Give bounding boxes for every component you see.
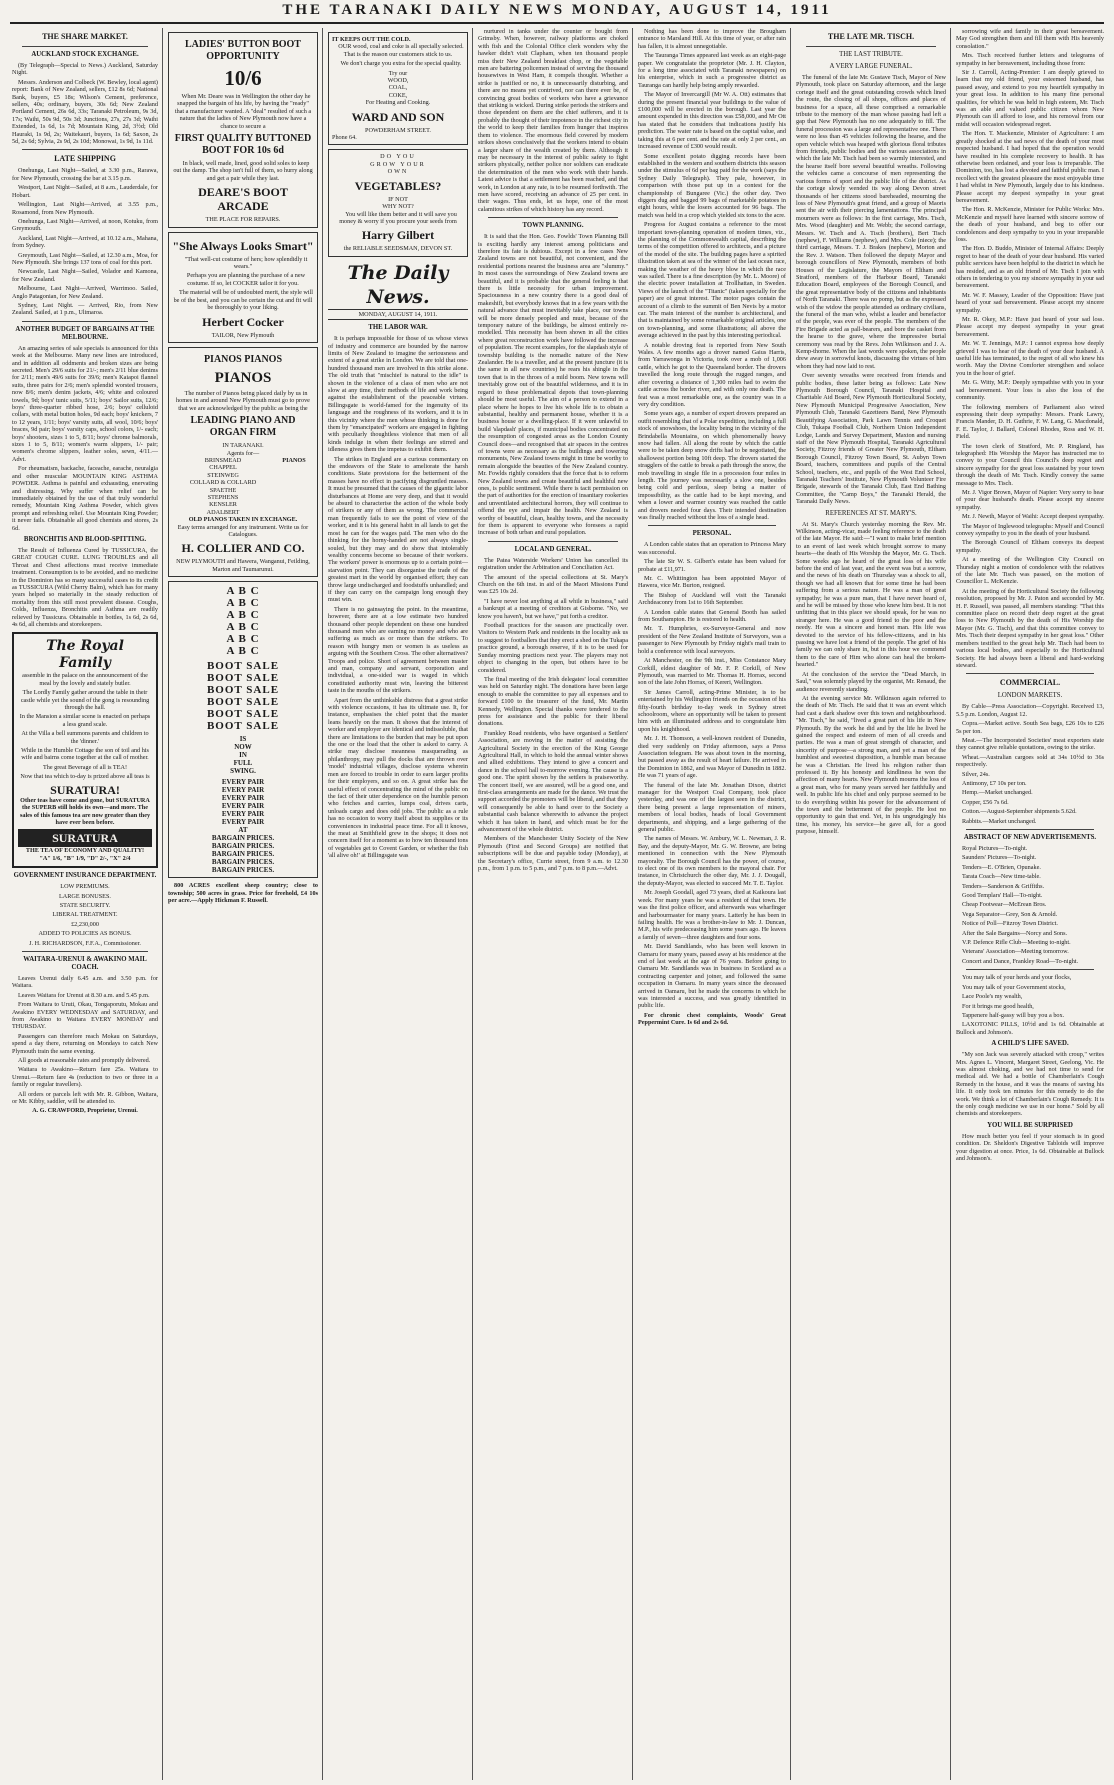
- budget-paragraphs: [12, 345, 158, 532]
- paragraph: LAXOTONIC PILLS, 10½d and 1s 6d. Obtainable at Bullock and Johnson's.: [956, 1021, 1104, 1036]
- text-line: KENSLER: [209, 501, 237, 509]
- collier-title: H. COLLIER AND CO.: [181, 541, 305, 556]
- paragraph: £2,230,000: [71, 920, 99, 928]
- phone: Phone 64.: [332, 134, 357, 142]
- local-paragraphs: [478, 557, 628, 873]
- text-line: WOOD,: [387, 77, 409, 85]
- column-4: [478, 28, 628, 1780]
- paragraph: Now that tea which to-day is prized above all teas is: [20, 773, 150, 781]
- every-pair-rows: [172, 778, 314, 826]
- column-rule: [162, 28, 163, 1780]
- text-line: EVERY PAIR: [221, 810, 265, 819]
- bronchitis-heading: BRONCHITIS AND BLOOD-SPITTING.: [23, 535, 147, 543]
- pianos-top: PIANOS PIANOS: [203, 353, 283, 365]
- paragraph: Mrs. Tisch received further letters and telegrams of sympathy in her bereavement, including those from:: [956, 52, 1104, 67]
- acres-ad: 800 ACRES excellent sheep country; close to township; 500 acres in grass. Price for freehold, £4 10s per acre.—Apply Hickman F. Russell.: [168, 882, 318, 905]
- surprised-heading: YOU WILL BE SURPRISED: [987, 1121, 1073, 1129]
- london-paragraphs: [956, 703, 1104, 825]
- wood-lines: [332, 77, 464, 99]
- text-line: A B C: [226, 621, 260, 634]
- text-line: COLLARD & COLLARD: [189, 479, 257, 487]
- paragraph: The Hon. T. Mackenzie, Minister of Agriculture: I am greatly shocked at the sad news of the death of your most respected husband. I had hoped that the operation would have resulted in his complete recovery to health. It has otherwise been ordained, and your loss is irreparable. The Dominion, too, has lost a devoted and faithful public man. I recollect with the greatest pleasure the most enjoyable time I had whilst in New Plymouth, largely due to his kindness. Please accept my deepest sympathy in your great bereavement.: [956, 130, 1104, 204]
- coal-paragraph: OUR wood, coal and coke is all specially selected. That is the reason our customers stick to us.: [338, 43, 464, 58]
- exchange-heading: AUCKLAND STOCK EXCHANGE.: [31, 51, 139, 58]
- paragraph: At the meeting of the Horticultural Society the following resolution, proposed by Mr. J. Paton and seconded by Mr. H. F. Russell, was passed, all members standing: "That this committee place on record their deep regret at the great loss to New Plymouth by the death of His Worship the Mayor (Mr. G. Tisch), and that this committee convey to Mrs. Tisch their deepest sympathy in her great loss." Other members testified to the great help Mr. Tisch had been to various local bodies, and especially to the Horticultural Society. He had always been a liberal and hard-working steward.: [956, 587, 1104, 669]
- paragraph: sorrowing wife and family in their great bereavement. May God strengthen them and fill them with His heavenly consolation.": [956, 28, 1104, 50]
- boot-sale-rows: [172, 660, 314, 732]
- paragraph: The Bishop of Auckland will visit the Taranaki Archdeaconry from 1st to 16th September.: [638, 591, 786, 607]
- paragraph: Westport, Last Night—Sailed, at 8 a.m., Lauderdale, for Hobart.: [12, 184, 158, 199]
- column-7: [956, 28, 1104, 1780]
- paragraph: The Patea Waterside Workers' Union has cancelled its registration under the Arbitration and Conciliation Act.: [478, 556, 628, 572]
- text-line: EVERY PAIR: [221, 818, 265, 827]
- text-line: EVERY PAIR: [221, 778, 265, 787]
- cocker-ad: [168, 232, 318, 343]
- paragraph: Tenders—Sanderson & Griffiths.: [962, 882, 1045, 890]
- paragraph: Rabbits.—Market unchanged.: [962, 817, 1037, 825]
- text-line: OWN: [387, 168, 409, 176]
- paragraph: "That well-cut costume of hers; how splendidly it wears.": [184, 255, 308, 271]
- paragraph: A notable droving feat is reported from New South Wales. A few months ago a drover named Gaius Harris, from Yarrawonga in Victoria, took over a mob of 1,006 cattle, which he got to the Queensland border. The drovers travelled the long route through the rugged ranges, and after covering a distance of 1,300 miles had to swim the cattle across the border river, and with only one death. The feat was a most remarkable one, as the country was in a very dry condition.: [638, 341, 786, 408]
- paragraph: The Hon. D. Buddo, Minister of Internal Affairs: Deeply regret to hear of the death of your dear husband. His varied public services have been helpful to the district in which he has resided, and as an old friend of Mr. Tisch I join with others in tendering to you my sincere sympathy in your sad bereavement.: [956, 245, 1104, 290]
- veg-lines-2: [332, 196, 464, 211]
- paragraph: Nothing has been done to improve the Brougham entrance to Marsland Hill. At this time of year, or after rain has fallen, it is almost unnegotiable.: [638, 28, 786, 50]
- local-general-heading: LOCAL AND GENERAL.: [514, 545, 592, 553]
- text-line: BOOT SALE: [206, 708, 280, 721]
- cocker-sub: TAILOR, New Plymouth: [211, 331, 275, 339]
- column-rule: [632, 28, 633, 1780]
- tisch-continued: [956, 28, 1104, 669]
- ladies-boot-ad: [168, 32, 318, 228]
- paragraph: Perhaps you are planning the purchase of a new costume. If so, let COCKER tailor it for you.: [186, 272, 306, 287]
- paragraph: You may talk of your herds and your flocks,: [962, 974, 1072, 982]
- personal-paragraphs: [638, 541, 786, 1009]
- text-line: BARGAIN PRICES.: [211, 842, 275, 851]
- at: AT: [238, 826, 248, 835]
- references-heading: REFERENCES AT ST. MARY'S.: [825, 509, 917, 517]
- text-line: BOOT SALE: [206, 684, 280, 697]
- paragraph: Silver, 24s.: [962, 770, 990, 778]
- heating: For Heating and Cooking.: [365, 99, 431, 107]
- text-line: NOW: [234, 743, 252, 752]
- paragraph: Mr. T. Humphries, ex-Surveyor-General and now president of the New Zealand Institute of Surveyors, was a passenger to New Plymouth by Friday night's mail train to hold a conference with local surveyors.: [638, 625, 786, 655]
- text-line: BOOT SALE: [206, 660, 280, 673]
- royal-paragraphs: [18, 672, 152, 780]
- text-line: A B C: [226, 609, 260, 622]
- column-rule: [472, 28, 473, 1780]
- paragraph: Mr. David Sandilands, who has been well known in Oamaru for many years, passed away at his residence at the end of last week at the age of 76 years. Before going to Oamaru Mr. Sandilands was in business in Scotland as a contracting carpenter and joiner, and followed the same occupation in Oamaru. In many years since the deceased arrived in Oamaru, but he made the concerns in which he was interested a success, and was greatly identified in public life.: [638, 943, 786, 1010]
- commercial-heading: COMMERCIAL.: [999, 678, 1061, 688]
- paragraph: Good Templars' Hall—To-night.: [962, 892, 1043, 900]
- paragraph: Mr. C. Whittington has been appointed Mayor of Hawera, vice Mr. Burton, resigned.: [638, 575, 786, 590]
- paragraph: It is perhaps impossible for those of us whose views of industry and commerce are bounded by the narrow limits of New Zealand to imagine the seriousness and extent of a great strike in London. We are told that one-hundred thousand men are involved in this strike alone. The old truth that "mischief is natural to the idle" is shown in the violence of a class of men who are not slow at any time, their methods of life and work being against the establishment of the peaceable virtues. Billingsgate is world-famed for the ingenuity of its language and the roughness of its workers, and it is in this vicinity where the men whose thinking is done for them by "emancipated" workers are engaged in fighting with peculiarly thoughtless violence that men of all kinds indulge in when their feelings are stirred and idleness gives them the impetus to exhibit them.: [328, 335, 468, 454]
- abstract-lines: [956, 845, 1104, 965]
- text-line: CHAPPEL: [209, 464, 237, 472]
- text-line: EVERY PAIR: [221, 794, 265, 803]
- text-line: IF NOT: [388, 195, 408, 203]
- ladies-price: 10/6: [224, 66, 262, 90]
- royal-title: The Royal Family: [46, 638, 124, 672]
- text-line: WHY NOT?: [382, 203, 414, 211]
- text-line: BOOT SALE: [206, 720, 280, 733]
- first-quality: FIRST QUALITY BUTTONED BOOT FOR 10s 6d: [174, 133, 312, 157]
- paragraph: Sir James Carroll, acting-Prime Minister, is to be entertained by his Wellington friends on the occasion of his fifty-fourth birthday to-day week in Sydney street schoolroom, where an opportunity will be taken to present him with an illuminated address and to congratulate him upon his knighthood.: [638, 688, 786, 733]
- paragraph: LOW PREMIUMS.: [60, 883, 110, 891]
- text-line: STEPHENS: [207, 493, 239, 501]
- text-line: A B C: [226, 645, 260, 658]
- insurance-lines: [12, 883, 158, 947]
- text-line: BARGAIN PRICES.: [211, 866, 275, 875]
- paragraph: Mr. J. H. Thomson, a well-known resident of Dunedin, died very suddenly on Friday afternoon, says a Press Association telegram. He was about town in the morning, but passed away as the result of heart failure. He arrived in the Dominion in 1862, and was Mayor of Dunedin in 1882. He was 71 years of age.: [638, 735, 786, 780]
- ladies-title: LADIES' BUTTON BOOT OPPORTUNITY: [185, 39, 301, 62]
- paragraph: Concert and Dance, Frankley Road—To-night.: [962, 957, 1079, 965]
- paragraph: Mr. G. Witty, M.P.: Deeply sympathise with you in your sad bereavement. Your loss is also the loss of the community.: [956, 379, 1104, 402]
- gilbert-sub: the RELIABLE SEEDSMAN, DEVON ST.: [343, 245, 453, 253]
- paragraph: Copra.—Market active. South Sea bags, £26 10s to £26 5s per ton.: [956, 720, 1104, 735]
- ward-title: WARD AND SON: [351, 109, 445, 124]
- text-line: GROW YOUR: [370, 160, 426, 168]
- abstract-heading: ABSTRACT OF NEW ADVERTISEMENTS.: [963, 834, 1097, 841]
- paragraph: It is said that the Hon. Geo. Fowlds' Town Planning Bill is exciting hardly any interest among politicians and therefore its fate is dubious. Except in a few cases New Zealand towns are not beautiful, not convenient, and the residential portions nearest the business area are "slummy." In most cases the surroundings of New Zealand towns are beautiful, and it is probable that the general feeling is that there is little necessity for urban improvement. Spaciousness in a new country there is a good deal of makeshift, but everybody knows that in a few years with the natural advance that must inevitably take place, our towns will be more densely peopled and must, because of the temporary nature of the buildings, be almost entirely re-modelled. This necessity has been shown in all the cities where great reconstruction work have followed the increase of population. The recent examples, for the slapdash style of township building is the nomadic nature of the New Zealander. He is a traveller, and at the present juncture (it is the same in all new countries) he rears his shingle in the town that is in the throes of a mild boom. New towns will inevitably grow out of the beautiful wilderness, and it is in regard to these problematical depots that town-planning should be most useful. The aim of a person to extend in a place where he hopes to live his whole life is to obtain a substantial, healthy and permanent house, whether it is a business house or a dwelling-place. If it were unlawful to build 'slapdash' places, if municipal bodies concentrated on the resumption of congested areas as the London County Council does—and recognised that air spaces in the centres of towns were as necessary as the buildings and towering monuments, New Zealand towns might in time be worthy to remain alongside the beauties of the New Zealand country. Mr. Fowlds rightly considers that the force that is to reform New Zealand towns and create beautiful and healthful new ones, is public sentiment. While there is tacit permission on the part of authorities for the erection of insanitary rookeries and unventilated architectural horrors, they will continue to offend the eye and impair the health. New Zealand is worthy of beautiful, clean, healthy towns, and the necessity for them is apparent to everyone who foresees a rapid increase of both urban and rural population.: [478, 233, 628, 537]
- try-our: Try our: [388, 69, 408, 77]
- paragraph: There is no gainsaying the point. In the meantime, however, there are at a low estimate two hundred thousand other people dependent on these one hundred thousand men who are earning no money and who are suffering as much as or more than the strikers. To reason with hungry men or women is as useless as arguing with the Southern Cross. The other alternatives? Troops and police. Short of agreement between master and man, company and servant, corporation and individual, a one-sided war is waged in which constituted authority must win, leaving the bitterest taste in the mouths of the strikers.: [328, 605, 468, 695]
- mail-coach-heading: WAITARA-URENUI & AWAKINO MAIL COACH.: [23, 955, 147, 971]
- tisch-heading: THE LATE MR. TISCH.: [827, 32, 915, 41]
- paragraph: LARGE BONUSES.: [59, 892, 111, 900]
- paragraph: Tappenere half-gassy will buy you a box.: [962, 1011, 1065, 1019]
- deare-title: DEARE'S BOOT ARCADE: [198, 185, 288, 214]
- column-5: [638, 28, 786, 1780]
- ward-ad: [328, 32, 468, 145]
- paragraph: Apart from the unthinkable distress that a great strike with violence occasions, it has its ultimate use. It, for instance, emphasises the chief point that the master leans heavily on the man. It shows that the interest of worker and employer are identical and indissoluble, that there are limitations to the burden that may be put upon the one or the load that the other is asked to carry. A strike may disclose meanness masquerading as philanthropy, may pull the docks that are thrown over 'model' industrial villages, disclose systems wherein men are forced to trouble in order to earn larger profits for their employers, and so on. A great strike has the useful effect of concentrating the mind of the public on the fact of their utter dependence on the humble person who fetches and carries, lumps coal, drives carts, unloads cargo and does odd jobs. The public as a rule has no occasion to worry itself about its supplies or its conveniences in industrial peace time. For all it knows, the meat at Smithfield grew in the shops; it does not concern itself for a moment as to how ten thousand tons of vegetables get to Covent Garden, or whether the fish 'all alive oh!' at Billingsgate was: [328, 696, 468, 860]
- paragraph: V.P. Defence Rifle Club—Meeting to-night.: [962, 939, 1071, 947]
- shipping-paragraphs: [12, 167, 158, 316]
- text-line: IS: [239, 735, 247, 744]
- share-market-heading: THE SHARE MARKET.: [42, 32, 128, 41]
- labor-paragraphs: [328, 335, 468, 859]
- paragraph: For rheumatism, backache, faceache, earache, neuralgia and other muscular MOUNTAIN KING ASTHMA POWDER. Asthma is painful and exhausting, enervating and distressing. Why suffer when relief can be immediately obtained by the use of that truly wonderful remedy, Mountain King Asthma Powder, which gives prompt and refreshing relief. Use Mountain King Powder; it never fails. Obtainable all good chemists and stores, 2s 6d.: [12, 465, 158, 532]
- boot-sale-ad: [168, 581, 318, 878]
- paragraph: The Hon. R. McKenzie, Minister for Public Works: Mrs. McKenzie and myself have learned with sincere sorrow of the death of your husband, and beg to offer our condolences and deep sympathy to you in your irreparable loss.: [956, 206, 1104, 243]
- share-paragraphs: [12, 62, 158, 145]
- child-life-heading: A CHILD'S LIFE SAVED.: [991, 1040, 1069, 1048]
- paragraph: Some excellent potato digging records have been established in the western and southern districts this season under the stimulus of 6d per bag paid for the work (says the Sydney Daily Telegraph). They pale, however, in comparison with those put up in a contest for the championship of Bungaree (Vic.) the other day. Two diggers dug and bagged 99 bags of marketable potatoes in eight hours, while the losers accounted for 96 bags. The match was held in a crop which yielded six tons to the acre.: [638, 152, 786, 219]
- paragraph: Vega Separator—Grey, Son & Arnold.: [962, 910, 1058, 918]
- suratura-grades: "A" 1/6, "B" 1/9, "D" 2/-, "X" 2/4: [39, 854, 131, 862]
- paragraph: All orders or parcels left with Mr. R. Gibbon, Waitara, or Mr. Kibby, saddler, will be attended to.: [12, 1090, 158, 1106]
- paragraph: Onehunga, Last Night—Sailed, at 3.30 p.m., Rarawa, for New Plymouth, crossing the bar at 3.15 p.m.: [12, 167, 158, 182]
- paragraph: nurtured in tanks under the counter or bought from Grimsby. When, however, railway platforms are choked with fish and the Colonial Office clerk wonders why the hawker didn't visit Clapham, when ten thousand people miss their New Zealand breakfast chop, or the vegetable men are battering policemen instead of serving the thousand housewives in West Ham, it compels thought. Whether a strike is justified or no, it is unnecessarily disturbing, and there are no means yet contrived, nor can there ever be, of convincing great bodies of workers who have a grievance that striking is wicked. During strike periods the strikers and those dependent on them are the chief sufferers, and it is probably the thought of their impotence in the richest city in the world to keep their families from hunger that inspires them to violence. The enormous field covered by modern strikes shows conclusively that the workers intend to obtain a larger share of the wealth created by them. Although it may be necessary in the interest of public safety to fight strikers physically, neither police nor soldiers can eradicate the determination of the men who work with their hands. Latest advice is that a settlement has been reached, and that work, in London at any rate, is to be resumed forthwith. The men have scored, receiving an advance of 25 per cent. in their wages. Thus ends, let us hope, one of the most calamitous strikes of which history has any record.: [478, 28, 628, 213]
- paragraph: The amount of the special collections at St. Mary's Church on the 6th inst. in aid of the Maori Missions Fund was £25 10s 2d.: [478, 573, 628, 596]
- bronchitis-paragraph: The Result of Influenza Cured by TUSSICURA, the GREAT COUGH CURE. LUNG TROUBLES and all Throat and Chest affections must receive immediate treatment. Consumption is to be avoided, and no medicine in the Dominion has so many successful cases to its credit as TUSSICURA (Wild Cherry Balm), which has for many years helped so materially in the steady reduction of mortality from this still most prevalent disease. Coughs, Colds, Influenza, Bronchitis and Asthma are readily relieved by Tussicura. Obtainable in bottles, 1s 6d, 2s 6d, 4s 6d, all chemists and storekeepers.: [12, 546, 158, 628]
- paragraph: Over seventy wreaths were received from friends and public bodies, these latter being as follows: Late New Plymouth Borough Council, Taranaki Hospital and Charitable Aid Board, New Plymouth Horticultural Society, New Plymouth Municipal Progressive Association, New Plymouth Club, Taranaki Gazetteers Band, New Plymouth Beautifying Association, Park Lawn Tennis and Croquet Club, Tukapa Football Club, Northern Union Independent Lodge, Lands and Survey Department, Maxton and nursing staff of the New Plymouth Hospital, Taranaki Agricultural Society, Fitzroy friends of Greater New Plymouth, Eltham Borough Council, Fitzroy Town Board, St. Aubyn Town Board, teachers, committees and pupils of the Central School, teachers, etc., and pupils of the West End School, Taranaki Teachers' Institute, New Plymouth Volunteer Fire Brigade, stewards of the Taranaki Club, East End Bathing Committee, the "Camp Boys," the Taranaki Herald, the Taranaki Daily News.: [796, 372, 946, 506]
- paragraph: (By Telegraph—Special to News.) Auckland, Saturday Night.: [12, 62, 158, 77]
- surprised-paragraph: How much better you feel if your stomach is in good condition. Dr. Sheldon's Digestive Tabloids will improve your digestion at once. Price, 1s 6d. Obtainable at Bullock and Johnson's.: [956, 1132, 1104, 1162]
- references-paragraphs: [796, 521, 946, 836]
- paragraph: Newcastle, Last Night—Sailed, Volador and Kamona, for New Zealand.: [12, 268, 158, 283]
- paragraph: Frankley Road residents, who have organised a Settlers' Association, are moving in the matter of assisting the Agricultural Society in the erection of the King George Agricultural Hall, in which to hold the annual winter shows and allied exhibitions. They intend to give a concert and dance in the school hall to-morrow evening. The cause is a good one. The spirit shown by the settlers is praiseworthy. The concert itself, we are assured, will be a good one, and first-class arrangements are made for the dance. We trust the support accorded the promoters will be liberal, and that they will consequently be able to hand over to the Society a substantial cash balance wherewith to advance the project which it has taken in hand, and which must be for the advancement of the whole district.: [478, 729, 628, 834]
- paragraph: assemble in the palace on the announcement of the meal by the lovely and stately butler.: [22, 672, 148, 687]
- budget-heading: ANOTHER BUDGET OF BARGAINS AT THE MELBOURNE.: [15, 325, 155, 341]
- deare-sub: THE PLACE FOR REPAIRS.: [205, 216, 281, 224]
- paragraph: By Cable—Press Association—Copyright. Received 13, 5.5 p.m. London, August 12.: [956, 703, 1104, 718]
- paragraph: A London cable states that an operation to Princess Mary was successful.: [638, 541, 786, 556]
- paragraph: Mr. W. F. Massey, Leader of the Opposition: Have just heard of your sad bereavement. Please accept my sincere sympathy.: [956, 291, 1104, 314]
- text-line: BARGAIN PRICES.: [211, 858, 275, 867]
- text-line: COKE,: [388, 91, 408, 99]
- paragraph: Mr. R. Okey, M.P.: Have just heard of your sad loss. Please accept my deepest sympathy in your great bereavement.: [956, 316, 1104, 338]
- text-line: EVERY PAIR: [221, 786, 265, 795]
- london-heading: LONDON MARKETS.: [997, 692, 1063, 700]
- paragraph: Passengers can therefore reach Mokau on Saturdays, spend a day there, returning on Mondays to catch New Plymouth train the same evening.: [12, 1032, 158, 1055]
- text-line: IN: [239, 751, 247, 760]
- paragraph: The funeral of the late Mr. Jonathan Dixon, district manager for the Westport Coal Company, took place yesterday, and was one of the largest seen in the district, there being present a large representation of miners, members of local bodies, heads of local Government departments, and shipping, and a large gathering of the general public.: [638, 781, 786, 834]
- text-line: SPAETHE: [209, 486, 237, 494]
- paragraph: An amazing series of sale specials is announced for this week at the Melbourne. Many new lines are introduced, and in addition all oddments and broken sizes are being secreted. Men's 29/6 suits for 21/-; men's 2/11 blue denims for 2/11; men's 49/6 suits for 39/6; men's Kaiapoi flannel suits, three pairs for 2/6; men's splendid worsted trousers, now 8/6; men's denim jackets, 4/6; white and coloured towels, 9d; boys' tunic suits, 5/11; boys' Sailor suits, 12/6; boys' three-quarter ribbed hose, 2/6; boys' celluloid collars, with metal button holes, 9d each; boys' knickers, 7 to 12 years, 1/11; boys' varsity suits, all wool, 10/6; boys' braces, 9d pair; boys' varsity caps, school colors, 1/- each; boys' shooters, sizes 1 to 5, 8/11; boys' chrome balmorals, sizes 1 to 5, 8/11; women's warm slippers, 1/- pair; women's chrome slippers, leather soles, sewn, 4/11.—Advt.: [12, 344, 158, 463]
- labor-continued: [478, 28, 628, 213]
- date-line: MONDAY, AUGUST 14, 1911.: [328, 309, 468, 320]
- veg-paragraph: You will like them better and it will save you money & worry if you procure your seeds from: [339, 210, 457, 225]
- bargain-rows: [172, 834, 314, 874]
- text-line: BARGAIN PRICES.: [211, 850, 275, 859]
- paragraph: The strikes in England are a curious commentary on the endeavors of the State to ameliorate the harsh conditions. State provisions for the betterment of the masses have no effect in pacifying disgruntled masses. It must be presumed that the causes of the gigantic labor disturbances at Home are very deep, and that it would be absurd to characterise the action of the whole body of strikers or any of them as wrong. The commercial man frequently fails to see the point of view of the worker, and it is his general habit in all lands to get the most he can for the wages paid. The men who do the thinking for the horny-handed are not always single-souled, but they may and do show that intolerably wealthy concerns become so because of their workers. The workers' power is enormous up to a certain point—starvation point. They can disorganise the trade of the greatest mart in the world by organised effort; they can throw large undischarged and foodstuffs unhandled; and if they can carry on the campaign long enough they must win.: [328, 455, 468, 604]
- pianos-big: PIANOS: [214, 369, 272, 386]
- paragraph: In the Mansion a similar scene is enacted on perhaps a less grand scale.: [19, 713, 151, 728]
- text-line: COAL,: [388, 84, 408, 92]
- paragraph: Saunders' Pictures—To-night.: [962, 854, 1037, 862]
- text-line: BOOT SALE: [206, 672, 280, 685]
- paragraph: Veterans' Association—Meeting tomorrow.: [962, 948, 1069, 956]
- veg-big: VEGETABLES?: [354, 178, 442, 193]
- paragraph: After the Sale Bargains—Norcy and Sons.: [962, 929, 1068, 937]
- personal-heading: PERSONAL.: [692, 530, 732, 538]
- always-paragraphs: [172, 256, 314, 312]
- masthead: THE TARANAKI DAILY NEWS MONDAY, AUGUST 14, 1911: [10, 2, 1104, 24]
- column-6: [796, 28, 946, 1780]
- column-rule: [950, 28, 951, 1780]
- footer-ad: For chronic chest complaints, Woods' Great Peppermint Cure. Is 6d and 2s 6d.: [638, 1011, 786, 1027]
- paragraph: The town clerk of Stratford, Mr. P. Ringland, has telegraphed: His Worship the Mayor has instructed me to convey to your Council this Council's deep regret and sincere sympathy for the great loss sustained by your town through the death of Mr. Tisch. Kindly convey the same message to Mrs. Tisch.: [956, 442, 1104, 487]
- paragraph: Sir J. Carroll, Acting-Premier: I am deeply grieved to learn that my old friend, your esteemed husband, has passed away, and extend to you my heartfelt sympathy in your great loss. In addition to his many fine personal qualities, for which he was held in high esteem, Mr. Tisch was an able and valued public citizen whom New Plymouth can ill afford to lose, and his removal from our midst will occasion widespread regret.: [956, 69, 1104, 128]
- paragraph: LIBERAL TREATMENT.: [52, 911, 118, 919]
- text-line: EVERY PAIR: [221, 802, 265, 811]
- paragraph: For it brings me good health,: [962, 1002, 1034, 1010]
- paragraph: The late Sir W. S. Gilbert's estate has been valued for probate at £11,971.: [638, 558, 786, 573]
- is-now: [172, 735, 314, 775]
- paragraph: At St. Mary's Church yesterday morning the Rev. Mr. Wilkinson, acting-vicar, made feeling reference to the death of the late Mayor. He said:—"I want to make brief mention to an event of last week which brought sorrow to many hearts—the death of His Worship the Mayor, Mr. G. Tisch. Some weeks ago he heard of the great loss of his wife before the end of last year, and the event was but a sorrow, and the news of his death on Thursday was a shock to all, though we had all known that for some time he had been suffering from a serious nature. He was a man of great sympathy; he was a pure man, that I have never heard of, and he will be missed by those who knew him best. It is not unfitting that in this place we should speak, for he was no stranger here. He was a good friend to the poor and the needy. He was a sincere and honest man. His life was devoted to the service of his fellow-citizens, and in his passing we have lost a friend of the people. The grief of his family we can only share in, but in this hour we commend them to the care of Him who alone can heal the broken-hearted.": [796, 520, 946, 669]
- paragraph: Royal Pictures—To-night.: [962, 845, 1028, 852]
- veg-lines: [332, 153, 464, 175]
- tisch-paragraphs: [796, 74, 946, 506]
- paragraph: At the Villa a bell summons parents and children to the 'dinner.': [21, 730, 149, 745]
- suratura-logo: SURATURA: [18, 829, 152, 847]
- paragraph: Sydney, Last Night. — Arrived, Rio, from New Zealand. Sailed, at 1 p.m., Ulimaroa.: [12, 301, 158, 317]
- agents-pianos: PIANOS: [282, 456, 306, 464]
- paragraph: The Lordly Family gather around the table in their castle while yet the sound of the gong is resounding through the hall.: [20, 689, 150, 712]
- paragraph: Meat.—The Incorporated Societies' meat exporters state they cannot give reliable quotations, owing to the strike.: [956, 736, 1104, 752]
- paragraph: Some years ago, a number of expert drovers prepared an outfit resembling that of a Polar expedition, including a full stock of snowshoes, the locality being in the vicinity of the Brindabella Mountains, on which phenomenally heavy snow had fallen. All along the route by which the cattle were to be taken deep snow drifts had to be negotiated, the shallowest portion being 10ft deep. The drovers started the stragglers of the cattle to break a path through the snow, the mob travelling in single file in a procession four miles in length. The journey was necessarily a slow one, besides being cold and perilous, sleep being a matter of impossibility, as the cattle had to be kept moving, and when a lower and warmer country was reached the cattle and drovers needed four days. Their intended destination was finally reached without the loss of a single head.: [638, 410, 786, 521]
- paragraph: Mr. J. Vigor Brown, Mayor of Napier: Very sorry to hear of your dear husband's death. Please accept my sincere sympathy.: [956, 488, 1104, 511]
- column-3: [328, 28, 468, 1780]
- text-line: A B C: [226, 597, 260, 610]
- paragraph: The final meeting of the Irish delegates' local committee was held on Saturday night. The donations have been large enough to enable the committee to pay all expenses and to forward £100 to the treasurer of the fund, Mr. Martin Kennedy, Wellington. Special thanks were tendered to the press for assistance and the public for their liberal donations.: [478, 675, 628, 728]
- paragraph: The Borough Council of Eltham conveys its deepest sympathy.: [956, 539, 1104, 554]
- text-line: BARGAIN PRICES.: [211, 834, 275, 843]
- ladies-paragraph: When Mr. Deare was in Wellington the other day he snapped the bargain of his life, by having the "ready" that a manufacturer wanted. A "deal" resulted of such a nature that the ladies of New Plymouth now have a chance to secure a: [174, 93, 312, 130]
- paragraph: A London cable states that General Booth has sailed from Southampton. He is restored to health.: [638, 608, 786, 624]
- paragraph: From Waitara to Uruti, Okau, Tongaporutu, Mokau and Awakino EVERY WEDNESDAY and SATURDAY, and from Awakino to Waitara EVERY MONDAY and THURSDAY.: [12, 1001, 158, 1031]
- paragraph: Progress for August contains a reference to the most important town-planning operation of modern times, viz., the planning of the Commonwealth capital, describing the terms of the competition offered to architects, and a picture of the model of the site. The building pages have a spirited illustration taken at sea of the winner of the last ocean race, making the weather of the heavy blow in which the race was sailed. There is a fine description (by Mr. L. Moore) of the electric power installation at Trollhattan, in Sweden. Views of the launch of the "Titanic" (taken specially for the paper) are of great interest. The motor pages contain the account of a climb to the summit of Ben Nevis by a motor car. The main interest of the number is architectural, and that is maintained by some remarkable original articles, one on town-planning, and some illustrations; all above the average achieved in the past by this interesting periodical.: [638, 221, 786, 340]
- paragraph: The Mayor of Invercargill (Mr W. A. Ott) estimates that during the present financial year buildings to the value of £100,000 will be erected in the borough. Last year the amount expended in this direction was £58,000, and Mr Ott has stated that he considers that indications justify his prediction. The water rate is based on the capital value, and taking this at 6 per cent. and the rate at only 2 per cent., an increased revenue of £300 would result.: [638, 91, 786, 151]
- cocker-title: Herbert Cocker: [202, 314, 284, 329]
- labor-heading: THE LABOR WAR.: [368, 324, 428, 332]
- ward-address: POWDERHAM STREET.: [365, 126, 431, 134]
- paragraph: The funeral of the late Mr. Gustave Tisch, Mayor of New Plymouth, took place on Saturday afternoon, and the large cortege itself and the great outstanding crowds which lined the route, the closing of all shops, offices and places of business for a space, all these comprised a remarkable tribute to the memory of the man whose passing had left a gap that New Plymouth has no one adequately to fill. The funeral procession was a large and representative one. There were no less than 45 vehicles following the hearse, and the open vehicle which was heaped with glorious floral tributes from friends, public bodies and the various associations in which the late Mr. Tisch had been so warmly interested, and the hearse itself bore several beautiful wreaths. Following the vehicles came a concourse of men representing the various forms of sport and the public life of the district. As the cortege slowly wended its way along Devon street thousands of her citizens stood bareheaded, mourning the loss of New Plymouth's great friend, and a group of Maoris sent the air with their piercing lamentations. The principal mourners were as follows: In the first carriage, Mrs. Tisch, Mrs. Wood (daughter) and Mr. Webb; the second carriage, Messrs. W. Tisch and A. Tisch (brothers), Bert Tisch (nephew), F. Williams (nephew), and Mrs. Cole (niece); the third carriage, Messrs. T. J. Brakes (nephew), Morton and the Rev. J. Watson. Then followed the deputy Mayor and borough councillors of New Plymouth, members of both Houses of the Legislature, the Mayors of Eltham and Stratford, members of the Harbour Board, Taranaki Education Board, employees of the Borough Council, and the great representative body of the citizens and inhabitants of North Taranaki. There was no pomp, but as the expressed wish of the widow the people attended as ordinary civilians, the funeral of the man who, whilst a leader and benefactor of the people, was ever of the people. The members of the Fire Brigade acted as pall-bearers, and bore the casket from the hearse to the grave, where the impressive burial ceremony was read by the Revs. John Wilkinson and J. A. Kemp-thorne. When the last words were spoken, the people drew away in sorrowful knots, discussing the virtues of him whom they had now laid to rest.: [796, 74, 946, 370]
- text-line: ADALBERT: [206, 508, 240, 516]
- collier-sub: NEW PLYMOUTH and Hawera, Wanganui, Feilding, Marton and Taumarunui.: [176, 558, 310, 573]
- abc-rows: [172, 585, 314, 657]
- coal-paragraph-2: We don't charge you extra for the special quality.: [340, 60, 462, 68]
- child-life-paragraph: "My son Jack was severely attacked with croup," writes Mrs. Agnes L. Vincent, Margaret Street, Geelong, Vic. He was almost choking, and we had not time to send for medical aid. We had a bottle of Chamberlain's Cough Remedy in the house, and it was the means of saving his life. It only took ten minutes for this remedy to do the work. We think a lot of Chamberlain's Cough Remedy. It is the only cough medicine we use in our home." Sold by all chemists and storekeepers.: [956, 1051, 1104, 1118]
- text-line: FULL: [233, 759, 253, 768]
- paragraph: Greymouth, Last Night—Sailed, at 12.30 a.m., Moa, for New Plymouth. She brings 137 tons of coal for this port.: [12, 251, 158, 266]
- paragraph: The great Beverage of all is TEA!: [42, 763, 128, 771]
- paragraph: Tenders—E. O'Brien, Opunake.: [962, 863, 1041, 871]
- paragraph: Wheat.—Australian cargoes sold at 34s 10½d to 36s respectively.: [956, 753, 1104, 769]
- always-smart-title: "She Always Looks Smart": [172, 238, 314, 253]
- pianos-paragraph: The number of Pianos being placed daily by us in homes in and around New Plymouth must go to prove that we are acknowledged by the public as being the: [176, 389, 310, 412]
- text-line: STEINWEG: [207, 471, 239, 479]
- paragraph: J. H. RICHARDSON, F.F.A., Commissioner.: [29, 939, 141, 947]
- keeps-cold: IT KEEPS OUT THE COLD.: [332, 36, 411, 43]
- agents-names: [172, 457, 274, 516]
- paragraph: Wellington, Last Night—Arrived, at 3.55 p.m., Rosamond, from New Plymouth.: [12, 201, 158, 216]
- suratura-word: SURATURA!: [50, 782, 120, 797]
- paragraph: ADDED TO POLICIES AS BONUS.: [38, 930, 132, 938]
- paragraph: Mr. J. Newth, Mayor of Waihi: Accept deepest sympathy.: [962, 513, 1104, 521]
- column-1: [12, 28, 158, 1780]
- paper-name: The Daily News.: [347, 261, 449, 308]
- paragraph: Mr. Joseph Goodall, aged 73 years, died at Kaikoura last week. For many years he was a resident of that town. He was the first police officer, and afterwards was wharfinger and harbourmaster for many years. Latterly he has been in failing health. He was a brother-in-law to Mr. J. Duncan, M.P., his wife predeceasing him some years ago. He leaves a family of seven—three daughters and four sons.: [638, 889, 786, 941]
- paragraph: You may talk of your Government stocks,: [962, 983, 1066, 991]
- column-rule: [322, 28, 323, 1780]
- town-paragraphs: [478, 233, 628, 537]
- agents-label: Agents for—: [226, 449, 260, 457]
- suratura-sub: THE TEA OF ECONOMY AND QUALITY!: [25, 847, 145, 855]
- suratura-text: Other teas have come and gone, but SURATURA the SUPERB still holds its own—and more. The sales of this famous tea are now greater than they have ever been before.: [19, 796, 151, 826]
- paragraph: At Manchester, on the 9th inst., Miss Constance Mary Corkill, eldest daughter of Mr. F. P. Corkill, of New Plymouth, was married to Mr. Thomas H. Horrax, second son of the late John Horrax, of Kereri, Wellington.: [638, 657, 786, 687]
- paragraph: The material will be of undoubted merit, the style will be of the best, and you can be certain the cut and fit will be thoroughly to your liking.: [173, 289, 314, 312]
- paragraph: Leaves Waitara for Urenui at 8.30 a.m. and 5.45 p.m.: [18, 991, 150, 999]
- paragraph: Leaves Urenui daily 6.45 a.m. and 3.50 p.m. for Waitara.: [12, 974, 158, 990]
- paragraph: All goods at reasonable rates and promptly delivered.: [18, 1057, 151, 1065]
- paragraph: The Tauranga Times appeared last week as an eight-page paper. We congratulate the proprietor (Mr. J. H. Clayton, for a long time associated with Taranaki newspapers) on his enterprise, which in such a progressive district as Tauranga can hardly help being amply rewarded.: [638, 52, 786, 89]
- text-line: BRINSMEAD: [204, 456, 242, 464]
- text-line: A B C: [226, 585, 260, 598]
- paragraph: The Mayor of Inglewood telegraphs: Myself and Council convey sympathy to you in the death of your husband.: [956, 522, 1104, 537]
- leading-sub: IN TARANAKI.: [222, 442, 264, 450]
- paragraph: Melbourne, Last Night—Arrived, Warrimoo. Sailed, Anglo Patagonian, for New Zealand.: [12, 285, 158, 300]
- paragraph: Tarata Coach—New time-table.: [962, 873, 1041, 881]
- paragraph: Mr. W. T. Jennings, M.P.: I cannot express how deeply grieved I was to hear of the death of your dear husband. A useful life has terminated, to the regret of all who knew his worth. May the Divine Comforter strengthen and solace you in the hour of grief.: [956, 340, 1104, 377]
- paragraph: Cheap Footwear—McErean Bros.: [962, 901, 1047, 909]
- first-quality-paragraph: In black, well made, lined, good solid soles to keep out the damp. The shop isn't full of them, so hurry along and get a pair while they last.: [173, 160, 313, 182]
- insurance-heading: GOVERNMENT INSURANCE DEPARTMENT.: [13, 872, 157, 880]
- very-large-funeral: A VERY LARGE FUNERAL.: [829, 63, 913, 70]
- pianos-ad: [168, 347, 318, 577]
- paragraph: STATE SECURITY.: [59, 901, 111, 909]
- paragraph: At a meeting of the Wellington City Council on Thursday night a motion of condolence with the relatives of the late Mr. Tisch was passed, on the motion of Councillor L. McKenzie.: [956, 556, 1104, 586]
- paragraph: Members of the Manchester Unity Society of the New Plymouth (First and Second Groups) are notified that subscriptions will be due and payable today (Monday), at the Secretary's office, Currie street, from 9 a.m. to 12.30 p.m., from 1 p.m. to 5 p.m., and 7 p.m. to 8 p.m.—Advt.: [478, 835, 628, 873]
- paragraph: Copper, £56 7s 6d.: [962, 798, 1009, 806]
- shipping-heading: LATE SHIPPING: [54, 154, 116, 164]
- paragraph: At the evening service Mr. Wilkinson again referred to the death of Mr. Tisch. He said that it was an event which had cast a dark shadow over this town and neighbourhood. "Mr. Tisch," he said, "lived a great part of his life in New Plymouth. By the work he did and by the life he lived he gained the respect and esteem of men of all creeds and parties. He was a man of great strength of character, and sincerity of purpose—a strong man, and yet a man of the humblest and sweetest disposition, a humble man because he was a Christian. He lived his religion rather than professed it. By his honesty and kindliness he won the affection of many hearts. New Plymouth mourns the loss of a great man, who for many years served her faithfully and well. In public life his chief and only purpose seemed to be to do everything within his power for the advancement of the town and the betterment of the people. He lost no opportunity to gain that end. Yet, in his ungrudgingly his time, his money, his service—he gave all, for a good purpose, himself.: [796, 694, 946, 836]
- paragraph: The names of Messrs. W. Ambury, W. L. Newman, J. R. Bay, and the deputy-Mayor, Mr. G. W. Browne, are being mentioned in connection with the New Plymouth mayoralty. The Borough Council has the power, of course, to elect one of its own members to the mayoral chair. For instance, in Christchurch the other day, Mr. J. J. Dougall, the deputy-Mayor, was elected to succeed Mr. T. E. Taylor.: [638, 835, 786, 887]
- text-line: DO YOU: [380, 153, 416, 161]
- paragraph: The following members of Parliament also wired expressing their deep sympathy: Messrs. Frank Lawry, Francis Mander, D. H. Guthrie, F. W. Lang, G. Macdonald, F. E. Taylor, J. Ballard, Colonel Rhodes, Ross and W. H. Field.: [956, 403, 1104, 441]
- text-line: SWING.: [230, 767, 256, 776]
- paragraph: Antimony, £7 10s per ton.: [962, 779, 1027, 787]
- royal-family-ad: [12, 632, 158, 868]
- paragraph: Hemp.—Market unchanged.: [962, 789, 1033, 797]
- last-tribute: THE LAST TRIBUTE.: [839, 51, 903, 58]
- paragraph: "I have never lost anything at all while in business," said a bankrupt at a meeting of creditors at Gisborne. "No, we know you haven't, but we have," put forth a creditor.: [478, 597, 628, 620]
- paragraph: Cotton.—August-September shipments 5.62d.: [962, 808, 1077, 816]
- mail-signature: A. G. CRAWFORD, Proprietor, Urenui.: [32, 1107, 138, 1115]
- agents-list: [172, 457, 314, 516]
- general-paragraphs: [638, 28, 786, 521]
- town-planning-heading: TOWN PLANNING.: [522, 222, 584, 230]
- paragraph: Lace Poole's my wealth,: [962, 993, 1023, 1001]
- column-rule: [790, 28, 791, 1780]
- gilbert-title: Harry Gilbert: [361, 228, 435, 243]
- paragraph: Auckland, Last Night—Arrived, at 10.12 a.m., Mahana, from Sydney.: [12, 234, 158, 250]
- laxotonic-lines: [956, 974, 1104, 1036]
- paragraph: Waitara to Awakino—Return fare 25s. Waitara to Urenui.—Return fare 4s (reduction to two or three in a family or regular travellers).: [12, 1066, 158, 1089]
- text-line: A B C: [226, 633, 260, 646]
- old-pianos: OLD PIANOS TAKEN IN EXCHANGE.: [188, 516, 298, 524]
- paragraph: Football practices for the season are practically over. Visitors to Western Park and residents in the locality ask us to suggest to footballers that they erect a shed on the Tukapa practice ground, a borough reserve, if it is to be used for Sunday morning practices next year. The players may not object to changing in the open, but others have to be considered.: [478, 622, 628, 674]
- paragraph: Messrs. Anderson and Colbeck (W. Bewley, local agent) report: Bank of New Zealand, sellers, £12 8s 6d; National Bank, buyers, £5 18s; Wilson's Cement, preference, sellers, 40s; ordinary, buyers, 30s 6d; New Zealand Portland Cement, 26s 6d, 33s; Taranaki Petroleum, 9s 3d, 17s; Waihi, 50s 9d, 50s 3d; Junctions, 27s, 27s 3d; Waihi Extended, 1s 6d, 1s 7d; Mountain King, 2d, 3½d; Old Hauraki, 1s 9d, 2s; Waitekauri, buyers, 1s 6d; Saxon, 2s 5d, 2s 6d; Sylvia, 2s 9d, 2s 10d; Monowai, 1s 9d, 1s 11d.: [12, 78, 158, 146]
- paragraph: At the conclusion of the service the "Dead March, in Saul," was solemnly played by the organist, Mr. Renaud, the audience reverently standing.: [796, 670, 946, 693]
- paragraph: Notice of Poll—Fitzroy Town District.: [962, 920, 1058, 928]
- text-line: BOOT SALE: [206, 696, 280, 709]
- mail-paragraphs: [12, 975, 158, 1106]
- leading-piano: LEADING PIANO AND ORGAN FIRM: [190, 415, 296, 439]
- paragraph: Onehunga, Last Night—Arrived, at noon, Kotuku, from Greymouth.: [12, 217, 158, 233]
- column-2: [168, 28, 318, 1780]
- easy-terms: Easy terms arranged for any instrument. Write us for Catalogues.: [177, 523, 309, 538]
- paragraph: While in the Humble Cottage the son of toil and his wife and bairns come together at the call of mother.: [21, 747, 149, 762]
- gilbert-ad: [328, 149, 468, 256]
